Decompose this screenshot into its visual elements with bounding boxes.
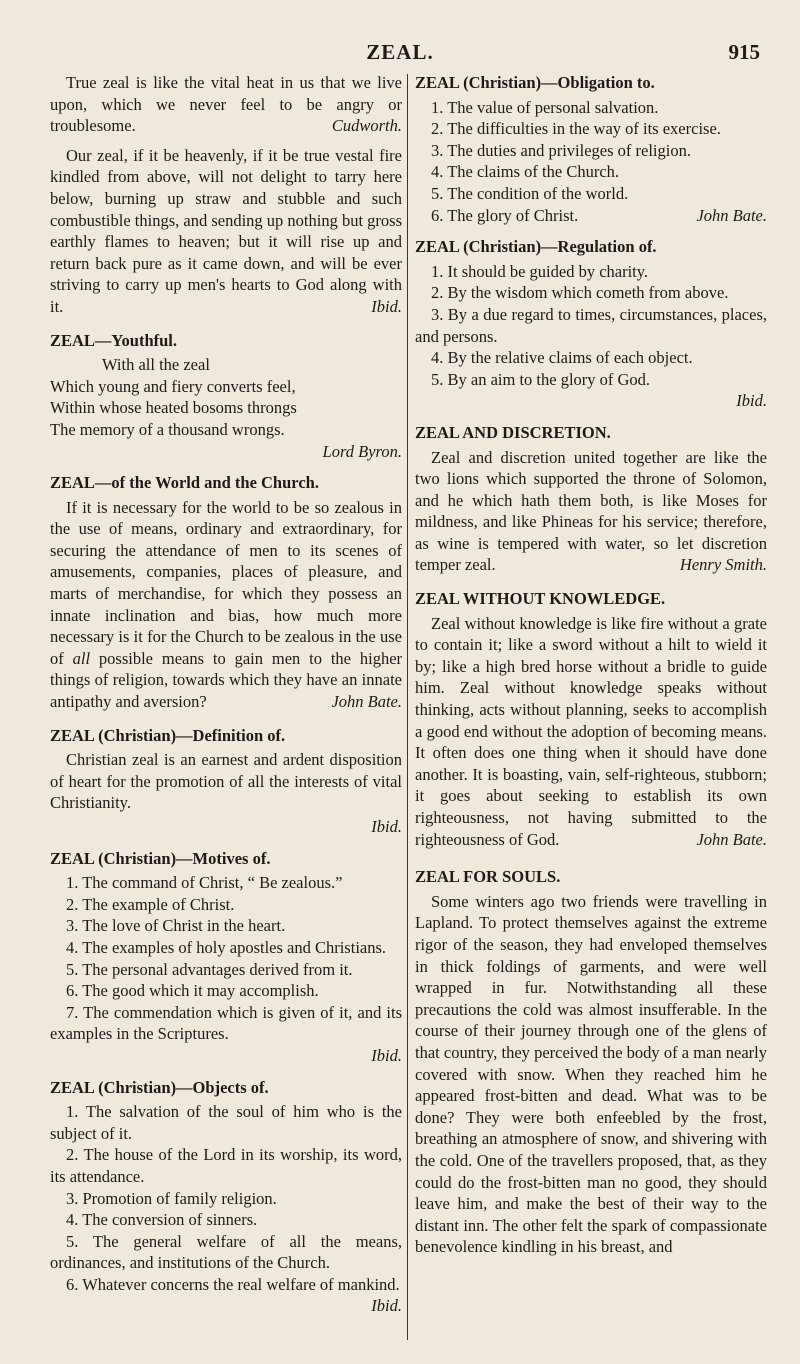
attribution-byron: Lord Byron. — [322, 441, 402, 461]
attribution-knowledge: John Bate. — [696, 829, 767, 849]
list-item: 6. The glory of Christ. John Bate. — [431, 205, 767, 225]
page-header-title: ZEAL. — [366, 40, 434, 64]
paragraph-knowledge: Zeal without knowledge is like fire without a grate to contain it; like a sword without a hilt to wield it by; like a high bred horse without a bridle to guide him. Zeal without knowledge speaks without thinking, acts without planning, seeks to accomplish a good end without the adoption of becoming means. It often does one thing when it should have done another. It is boasting, vain, self-righteous, stubborn; it goes about seeking to establish its own righteousness, not having submitted to the righteousness of God. John Bate. — [415, 613, 767, 849]
verse-line: Within whose heated bosoms throngs — [50, 398, 297, 418]
left-column — [50, 72, 402, 1317]
attribution-world-church: John Bate. — [331, 692, 402, 712]
attribution-motives: Ibid. — [371, 1045, 402, 1065]
verse-line: Which young and fiery converts feel, — [50, 376, 296, 396]
paragraph-definition: Christian zeal is an earnest and ardent disposition of heart for the promotion of all the interests of vital Christianity. — [50, 750, 402, 813]
paragraph-world-church: If it is necessary for the world to be so zealous in the use of means, ordinary and extraordinary, for securing the attendance of men to its scenes of amusements, companies, places of pleasure, and marts of merchandise, for which they possess an innate inclination and bias, how much more necessary is it for the Church to be zealous in the use of all possible means to gain men to the higher things of religion, towards which they have an innate antipathy and aversion? John Bate. — [50, 497, 403, 712]
list-item: 3. The duties and privileges of religion. — [431, 140, 691, 160]
paragraph-souls: Some winters ago two friends were travelling in Lapland. To protect themselves against the extreme rigor of the season, they had enveloped themselves in thick foldings of garments, and were well wrapped in fur. Notwithstanding all these precautions the cold was almost insufferable. In the course of their journey through one of the glens of that country, they perceived the body of a man nearly covered with snow. When they reached him he appeared frost-bitten and dead. What was to be done? They were both enfeebled by the frost, breathing an atmosphere of snow, and shivering with the cold. One of the travellers proposed, that, as they could do the frost-bitten man no good, they should leave him, and make the best of their way to the distant inn. The other felt the spark of compassionate benevolence kindling in his breast, and — [415, 891, 767, 1257]
list-item: 2. The example of Christ. — [66, 894, 235, 914]
section-heading-obligation: ZEAL (Christian)—Obligation to. — [415, 73, 655, 92]
list-item: 4. By the relative claims of each object. — [431, 348, 693, 368]
second-quote-attribution: Ibid. — [371, 296, 402, 316]
section-heading-motives: ZEAL (Christian)—Motives of. — [50, 848, 271, 868]
section-heading-definition: ZEAL (Christian)—Definition of. — [50, 725, 286, 745]
section-heading-discretion: ZEAL AND DISCRETION. — [415, 422, 611, 442]
list-item: 5. The general welfare of all the means, ordinances, and institutions of the Church. — [50, 1231, 402, 1273]
list-item: 4. The claims of the Church. — [431, 162, 620, 182]
section-heading-souls: ZEAL FOR SOULS. — [415, 867, 561, 887]
section-heading-world-church: ZEAL—of the World and the Church. — [50, 473, 319, 493]
list-item: 1. It should be guided by charity. — [431, 261, 649, 281]
list-item: 7. The commendation which is given of it, and its examples in the Scriptures. — [50, 1002, 402, 1044]
verse-line: The memory of a thousand wrongs. — [50, 419, 285, 439]
list-item: 2. The house of the Lord in its worship, its word, its attendance. — [50, 1145, 402, 1186]
attribution-regulation: Ibid. — [736, 391, 767, 411]
running-head — [0, 40, 800, 70]
verse-youthful — [50, 354, 402, 440]
list-item: 2. By the wisdom which cometh from above. — [431, 283, 729, 303]
section-heading-regulation: ZEAL (Christian)—Regulation of. — [415, 237, 657, 257]
attribution-objects: Ibid. — [371, 1296, 402, 1316]
attribution-obligation: John Bate. — [696, 205, 767, 225]
section-heading-objects: ZEAL (Christian)—Objects of. — [50, 1077, 269, 1097]
list-item: 2. The difficulties in the way of its exercise. — [431, 119, 721, 139]
list-item: 1. The command of Christ, “ Be zealous.” — [66, 873, 343, 893]
verse-line: With all the zeal — [102, 355, 210, 375]
list-item: 6. The good which it may accomplish. — [66, 981, 319, 1001]
list-item: 3. By a due regard to times, circumstances, places, and persons. — [415, 304, 767, 346]
list-item: 5. By an aim to the glory of God. — [431, 369, 651, 389]
paragraph-discretion: Zeal and discretion united together are like the two lions which supported the throne of Solomon, and he which hath them both, is like Moses for mildness, and like Phineas for his service; therefore, as wine is tempered with water, so let discretion temper zeal. Henry Smith. — [415, 447, 767, 575]
attribution-definition: Ibid. — [371, 817, 402, 836]
list-item: 3. Promotion of family religion. — [66, 1188, 277, 1208]
list-item: 1. The value of personal salvation. — [431, 97, 659, 117]
attribution-discretion: Henry Smith. — [679, 555, 767, 575]
list-item: 6. Whatever concerns the real welfare of mankind. Ibid. — [66, 1274, 402, 1316]
list-item: 5. The condition of the world. — [431, 183, 629, 203]
list-item: 3. The love of Christ in the heart. — [66, 916, 286, 936]
section-heading-knowledge: ZEAL WITHOUT KNOWLEDGE. — [415, 589, 666, 609]
list-item: 5. The personal advantages derived from it. — [66, 959, 353, 979]
intro-quote: True zeal is like the vital heat in us that we live upon, which we never feel to be angry or troublesome. Cudworth. — [50, 73, 402, 136]
second-quote: Our zeal, if it be heavenly, if it be true vestal fire kindled from above, will not delight to tarry here below, burning up straw and stubble and such combustible things, and sending up nothing but gross earthly flames to heaven; but it will rise up and return back pure as it came down, and will be ever striving to carry up men's hearts to God along with it. Ibid. — [50, 145, 402, 316]
list-item: 4. The examples of holy apostles and Christians. — [66, 937, 387, 957]
list-item: 1. The salvation of the soul of him who is the subject of it. — [50, 1102, 402, 1143]
intro-attribution: Cudworth. — [331, 116, 402, 136]
section-heading-youthful: ZEAL—Youthful. — [50, 330, 177, 350]
right-column — [415, 72, 767, 1260]
page-number: 915 — [728, 40, 760, 64]
column-divider — [407, 74, 408, 1340]
list-item: 4. The conversion of sinners. — [66, 1210, 258, 1230]
